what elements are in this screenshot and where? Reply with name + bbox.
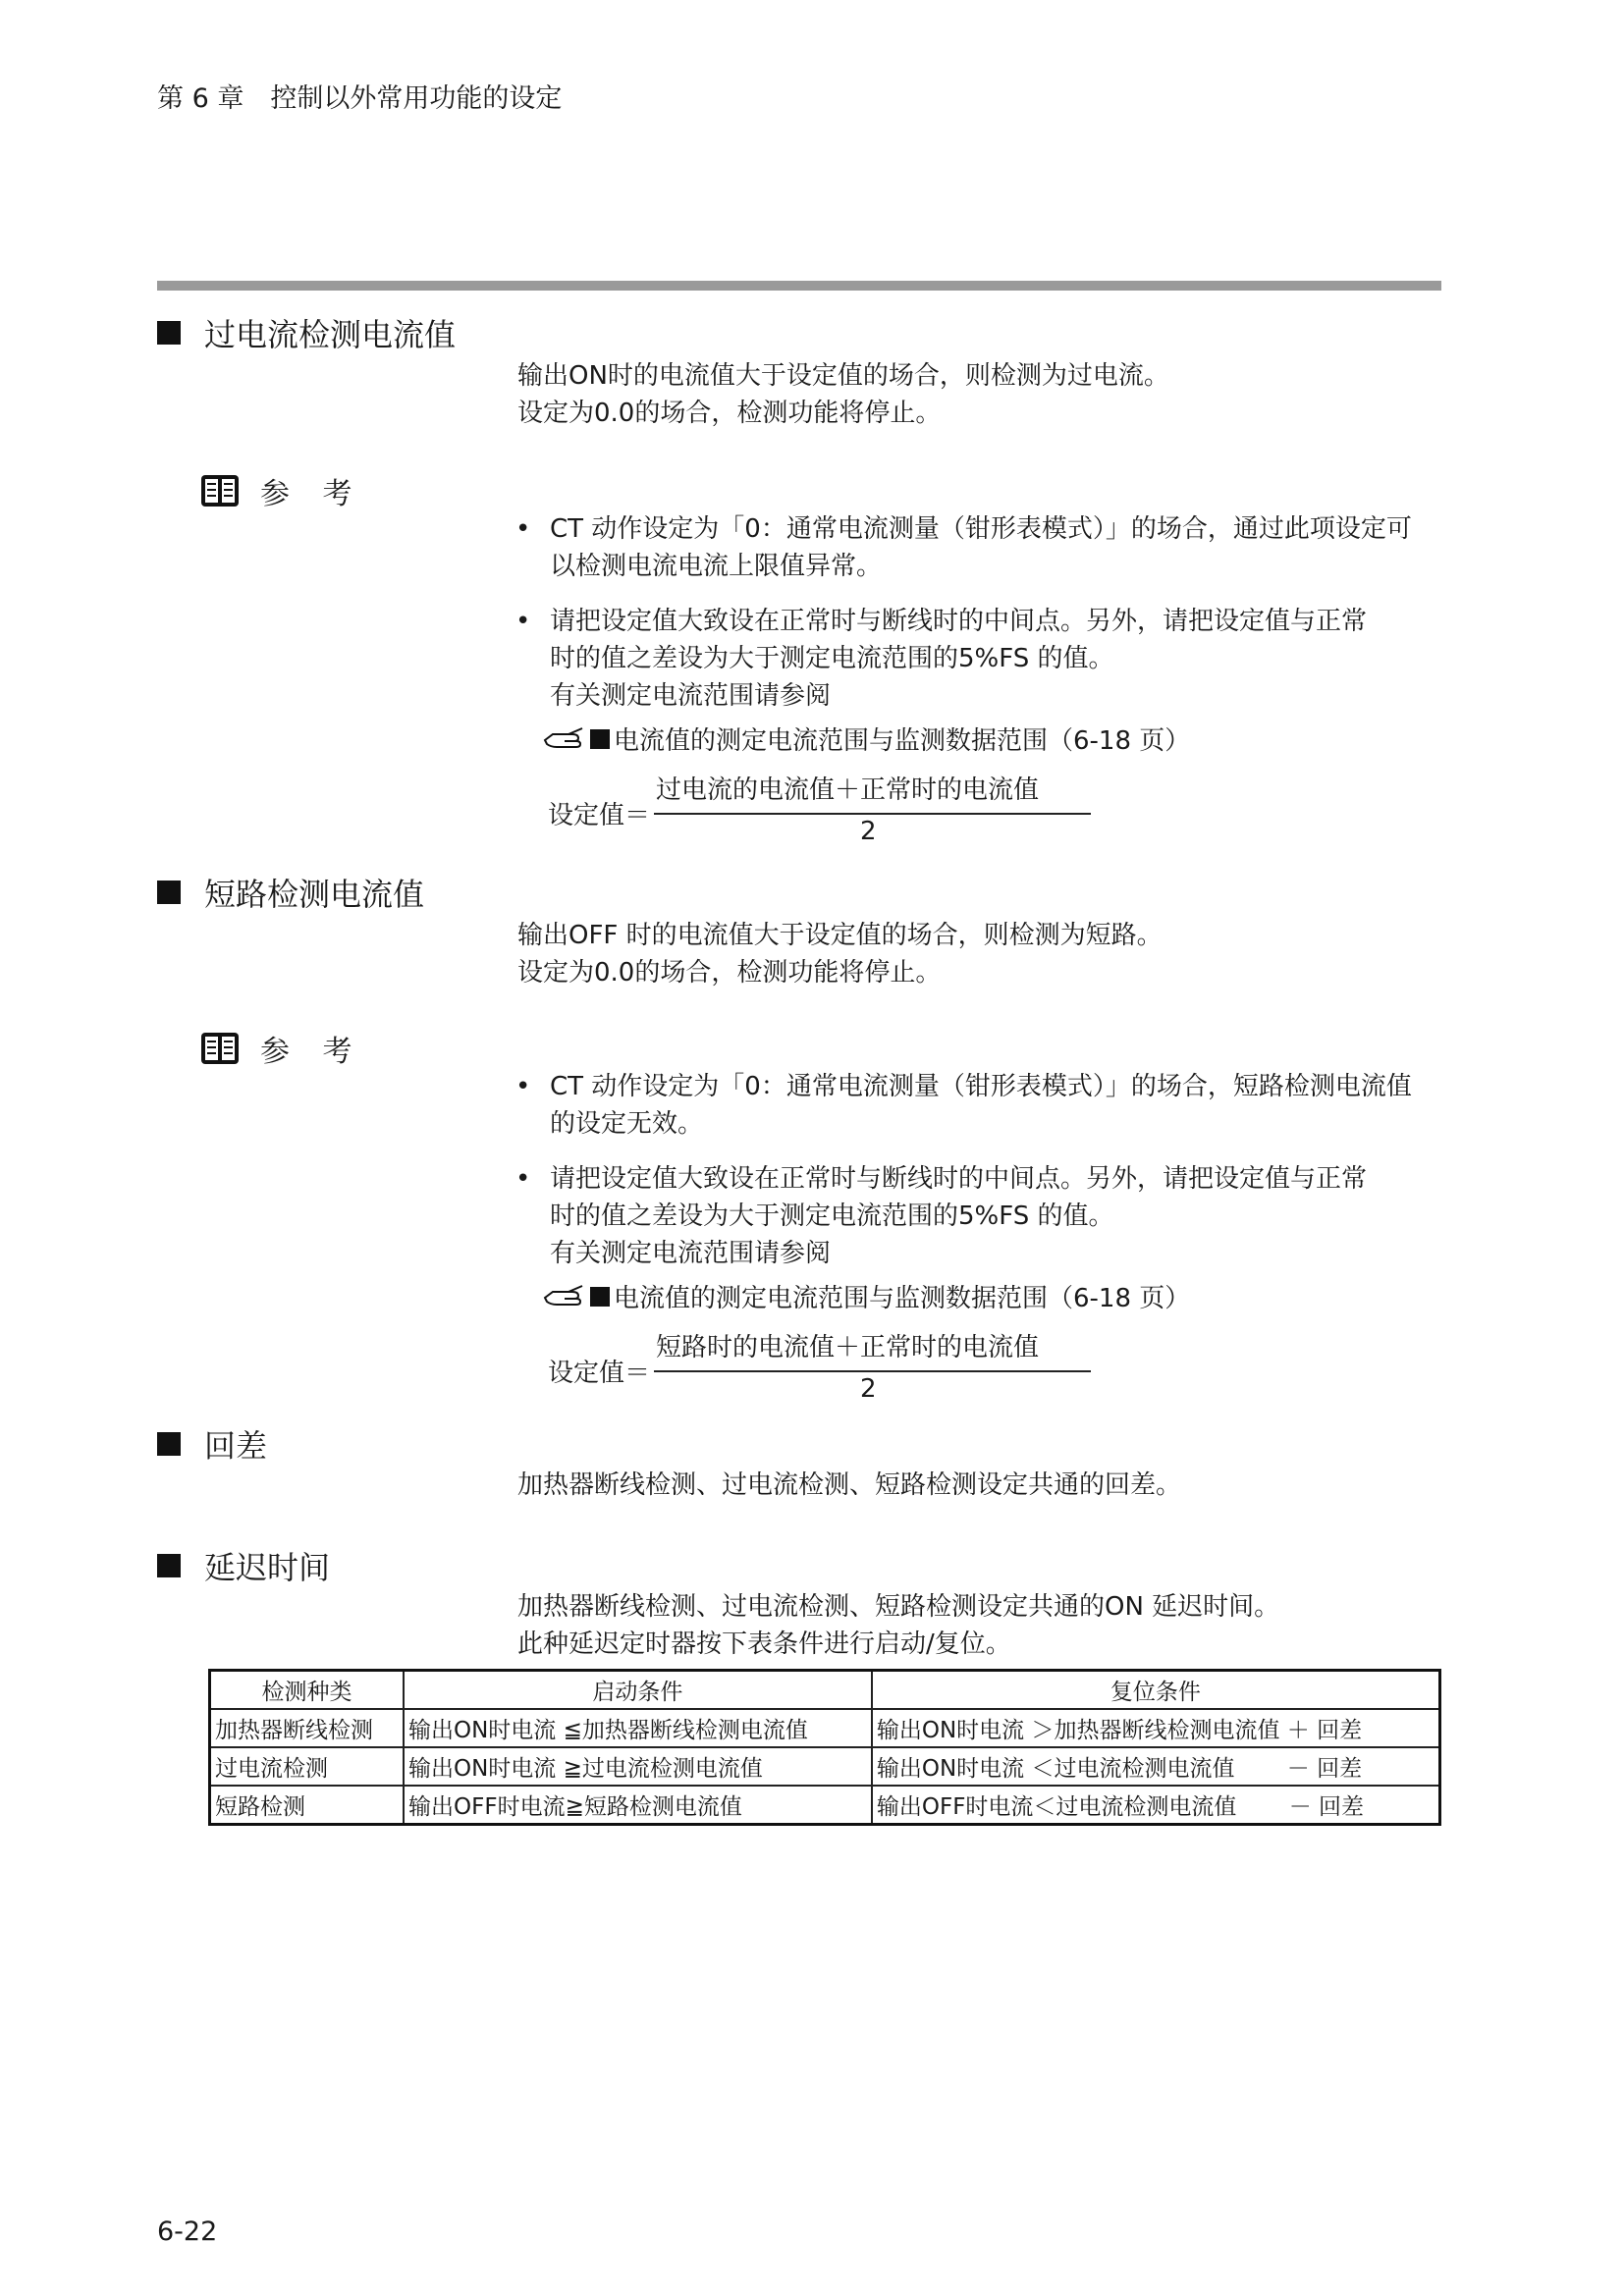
bullet-text: 以检测电流电流上限值异常。: [550, 552, 883, 581]
body-text: 设定为0.0的场合，检测功能将停止。: [517, 399, 942, 428]
table-row: [210, 1747, 1440, 1786]
table-header-row: [210, 1671, 1440, 1710]
see-reference: [543, 721, 1190, 757]
table-header: 检测种类: [210, 1671, 405, 1710]
formula-numerator: 短路时的电流值＋正常时的电流值: [656, 1333, 1040, 1362]
square-bullet-icon: [590, 1287, 610, 1307]
bullet-text: 请把设定值大致设在正常时与断线时的中间点。另外，请把设定值与正常: [550, 607, 1368, 636]
section-heading-overcurrent: [157, 310, 456, 355]
table-cell: 输出ON时电流 ＞加热器断线检测电流值 ＋ 回差: [872, 1709, 1440, 1747]
bullet-text: 时的值之差设为大于测定电流范围的5%FS 的值。: [550, 644, 1114, 673]
square-bullet-icon: [157, 321, 181, 345]
see-reference-text: 电流值的测定电流范围与监测数据范围（6-18 页）: [614, 1284, 1191, 1313]
reference-heading: [199, 469, 364, 512]
bullet-text: 请把设定值大致设在正常时与断线时的中间点。另外，请把设定值与正常: [550, 1164, 1368, 1194]
section-heading-delay-time: [157, 1543, 330, 1588]
bullet-text: 时的值之差设为大于测定电流范围的5%FS 的值。: [550, 1201, 1114, 1231]
bullet-dot: •: [515, 514, 531, 544]
pointing-hand-icon: [543, 1284, 586, 1309]
reference-label: 参 考: [260, 1035, 364, 1069]
section-rule: [157, 281, 1441, 291]
delay-condition-table: [208, 1669, 1441, 1826]
body-text: 输出OFF 时的电流值大于设定值的场合，则检测为短路。: [517, 921, 1163, 950]
bullet-text: 有关测定电流范围请参阅: [550, 1239, 832, 1268]
table-header: 启动条件: [404, 1671, 872, 1710]
bullet-text: CT 动作设定为「0：通常电流测量（钳形表模式）」的场合，通过此项设定可: [550, 514, 1412, 544]
reference-heading: [199, 1027, 364, 1070]
table-cell: 输出ON时电流 ≦加热器断线检测电流值: [404, 1709, 872, 1747]
section-heading-hysteresis: [157, 1421, 267, 1467]
see-reference-text: 电流值的测定电流范围与监测数据范围（6-18 页）: [614, 726, 1191, 756]
formula-lhs: 设定值＝: [548, 1359, 651, 1388]
bullet-text: CT 动作设定为「0：通常电流测量（钳形表模式）」的场合，短路检测电流值: [550, 1072, 1412, 1101]
formula-lhs: 设定值＝: [548, 801, 651, 830]
table-row: [210, 1709, 1440, 1747]
page-number: 6-22: [157, 2216, 218, 2247]
table-cell: 输出OFF时电流＜过电流检测电流值 － 回差: [872, 1786, 1440, 1825]
formula-denominator: 2: [860, 817, 877, 846]
body-text: 此种延迟定时器按下表条件进行启动/复位。: [517, 1629, 1011, 1659]
table-cell: 输出ON时电流 ＜过电流检测电流值 － 回差: [872, 1747, 1440, 1786]
table-cell: 加热器断线检测: [210, 1709, 405, 1747]
section-title: 过电流检测电流值: [204, 316, 457, 353]
fraction-bar: [654, 813, 1091, 815]
section-title: 短路检测电流值: [204, 876, 425, 913]
body-text: 设定为0.0的场合，检测功能将停止。: [517, 958, 942, 988]
bullet-dot: •: [515, 607, 531, 636]
fraction-bar: [654, 1370, 1091, 1372]
table-cell: 短路检测: [210, 1786, 405, 1825]
table-cell: 输出ON时电流 ≧过电流检测电流值: [404, 1747, 872, 1786]
section-title: 回差: [204, 1427, 268, 1465]
book-icon: [199, 1030, 241, 1067]
formula-denominator: 2: [860, 1374, 877, 1404]
body-text: 加热器断线检测、过电流检测、短路检测设定共通的回差。: [517, 1470, 1182, 1500]
bullet-text: 有关测定电流范围请参阅: [550, 681, 832, 711]
chapter-header: 第 6 章 控制以外常用功能的设定: [157, 83, 563, 114]
section-heading-short-circuit: [157, 870, 424, 915]
body-text: 加热器断线检测、过电流检测、短路检测设定共通的ON 延迟时间。: [517, 1592, 1280, 1622]
formula: [548, 1333, 1040, 1404]
table-header: 复位条件: [872, 1671, 1440, 1710]
body-text: 输出ON时的电流值大于设定值的场合，则检测为过电流。: [517, 361, 1169, 391]
see-reference: [543, 1278, 1190, 1314]
section-title: 延迟时间: [204, 1549, 331, 1586]
bullet-text: 的设定无效。: [550, 1109, 704, 1139]
square-bullet-icon: [157, 881, 181, 904]
square-bullet-icon: [157, 1554, 181, 1577]
bullet-dot: •: [515, 1164, 531, 1194]
square-bullet-icon: [157, 1432, 181, 1456]
table-cell: 输出OFF时电流≧短路检测电流值: [404, 1786, 872, 1825]
formula: [548, 775, 1040, 846]
table-row: [210, 1786, 1440, 1825]
square-bullet-icon: [590, 729, 610, 749]
book-icon: [199, 472, 241, 509]
reference-label: 参 考: [260, 477, 364, 511]
bullet-dot: •: [515, 1072, 531, 1101]
table-cell: 过电流检测: [210, 1747, 405, 1786]
pointing-hand-icon: [543, 726, 586, 752]
formula-numerator: 过电流的电流值＋正常时的电流值: [656, 775, 1040, 805]
